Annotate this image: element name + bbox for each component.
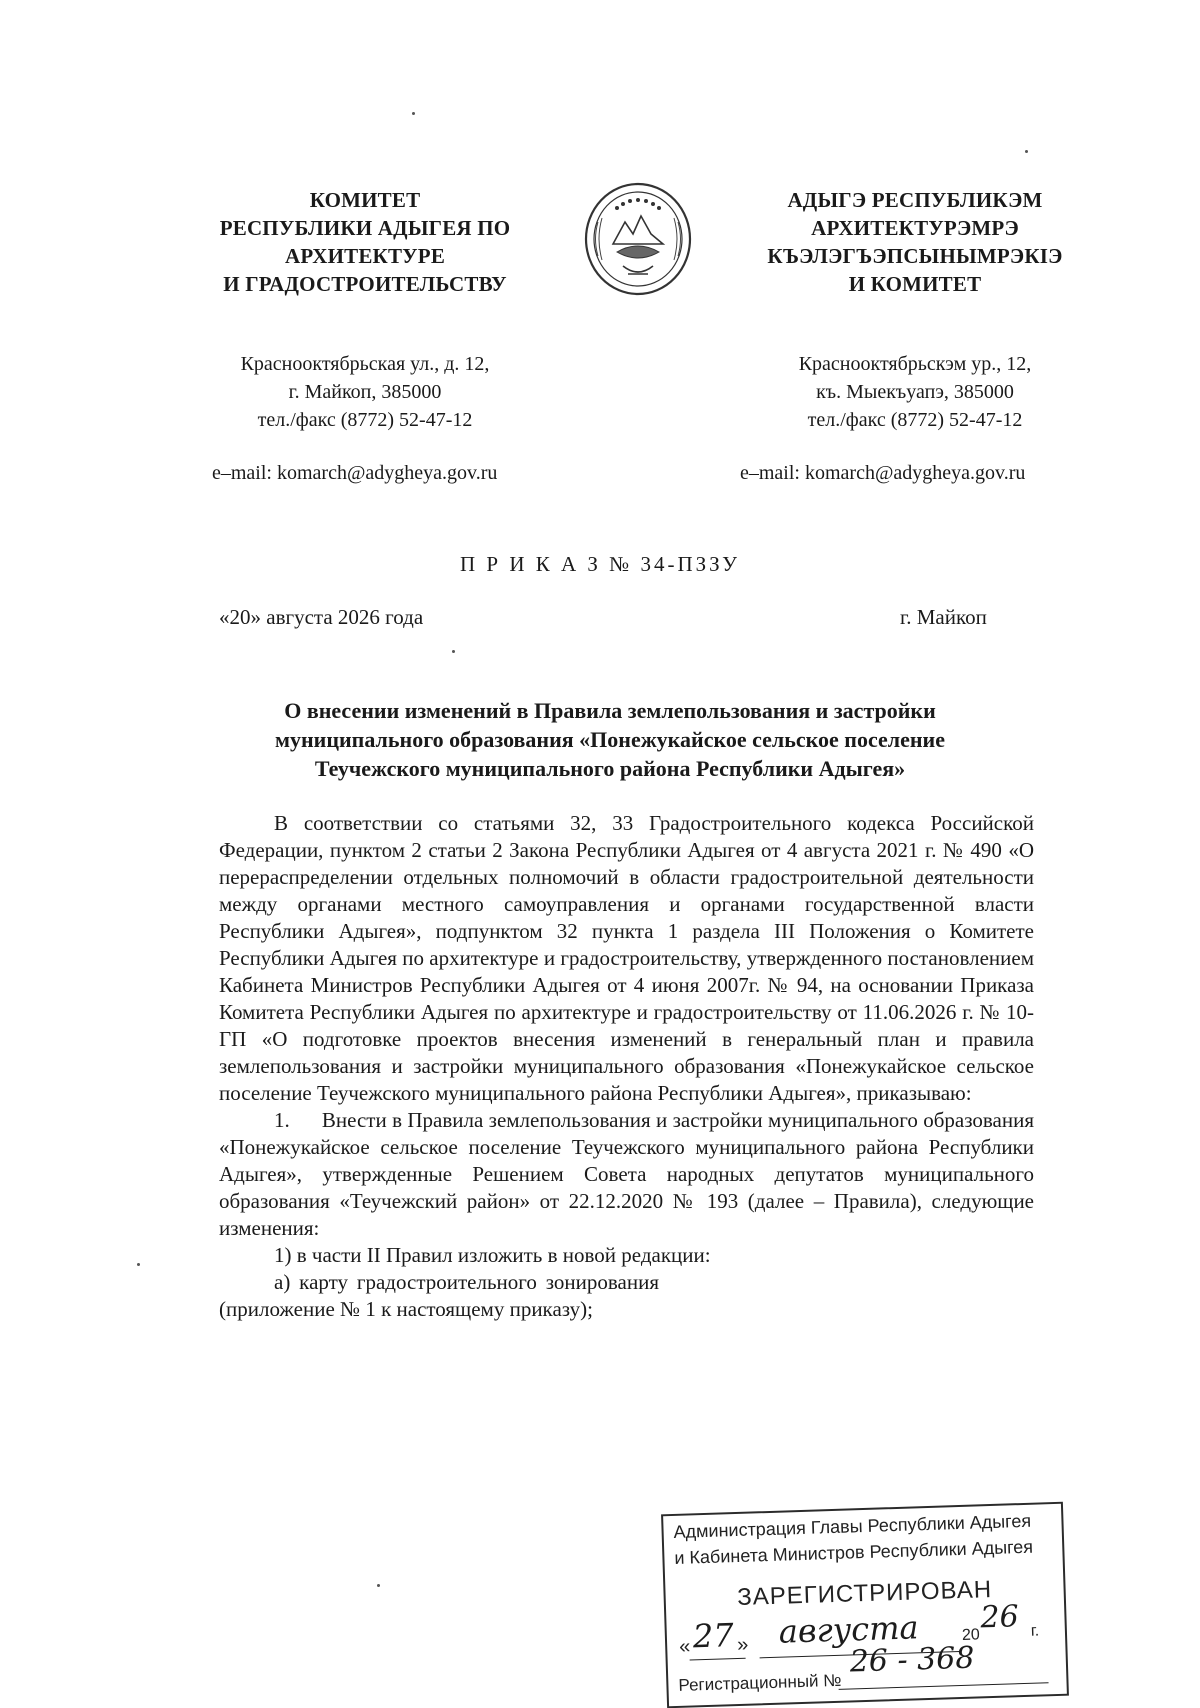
scan-speck	[137, 1263, 140, 1266]
address-adyghe	[745, 350, 1085, 434]
body-subitem-1: 1) в части II Правил изложить в новой редакции:	[274, 1243, 711, 1267]
order-date: «20» августа 2026 года	[219, 605, 424, 629]
address-left-line3: тел./факс (8772) 52-47-12	[257, 409, 473, 431]
header-right-line4: И КОМИТЕТ	[848, 272, 982, 296]
scan-speck	[452, 650, 455, 653]
address-left-line2: г. Майкоп, 385000	[288, 381, 442, 403]
header-left-line4: И ГРАДОСТРОИТЕЛЬСТВУ	[223, 272, 507, 296]
stamp-year-unit: г.	[1030, 1622, 1040, 1640]
body-paragraph-preamble: В соответствии со статьями 32, 33 Градостроительного кодекса Российской Федерации, пунктом 2 статьи 2 Закона Республики Адыгея от 4 августа 2021 г. № 490 «О перераспределении отдельных полномочий в области градостроительной деятельности между органами местного самоуправления и органами государственной власти Республики Адыгея», подпунктом 32 пункта 1 раздела III Положения о Комитете Республики Адыгея по архитектуре и градостроительству, утвержденного постановлением Кабинета Министров Республики Адыгея от 4 июня 2007г. № 94, на основании Приказа Комитета Республики Адыгея по архитектуре и градостроительству от 11.06.2026 г. № 10-ГП «О подготовке проектов внесения изменений в генеральный план и правила землепользования и застройки муниципального образования «Понежукайское сельское поселение Теучежского муниципального района Республики Адыгея», приказываю:	[219, 811, 1034, 1105]
committee-name-russian	[200, 186, 530, 298]
address-right-line2: къ. Мыекъуапэ, 385000	[816, 381, 1014, 403]
stamp-open-quote: «	[678, 1635, 691, 1658]
header-left-line3: АРХИТЕКТУРЕ	[284, 244, 446, 268]
stamp-authority-line1: Администрация Главы Республики Адыгея	[673, 1510, 1032, 1542]
stamp-day-handwritten: 27	[692, 1616, 735, 1656]
header-right-line3: КЪЭЛЭГЪЭПСЫНЫМРЭКIЭ	[767, 244, 1063, 268]
scan-speck	[377, 1584, 380, 1587]
order-body	[219, 810, 1034, 1323]
stamp-year-prefix: 20	[961, 1626, 981, 1644]
header-right-line2: АРХИТЕКТУРЭМРЭ	[811, 216, 1019, 240]
header-left-line2: РЕСПУБЛИКИ АДЫГЕЯ ПО	[219, 216, 511, 240]
stamp-month-handwritten: августа	[778, 1608, 920, 1651]
address-left-line1: Краснооктябрьская ул., д. 12,	[240, 353, 490, 375]
order-title: П Р И К А З № 34-ПЗЗУ	[459, 552, 741, 576]
address-russian	[200, 350, 530, 434]
subject-line3: Теучежского муниципального района Республики Адыгея»	[314, 756, 906, 781]
stamp-reg-label: Регистрационный №	[678, 1670, 842, 1695]
body-item-1: 1. Внести в Правила землепользования и застройки муниципального образования «Понежукайское сельское поселение Теучежского муниципального района Республики Адыгея», утвержденные Решением Совета народных депутатов муниципального образования «Теучежский район» от 22.12.2020 № 193 (далее – Правила), следующие изменения:	[219, 1108, 1034, 1240]
header-right-line1: АДЫГЭ РЕСПУБЛИКЭМ	[787, 188, 1043, 212]
body-subitem-a: а) карту градостроительного зонирования (приложение № 1 к настоящему приказу);	[219, 1270, 659, 1321]
stamp-year-handwritten: 26	[979, 1599, 1020, 1636]
subject-line2: муниципального образования «Понежукайское сельское поселение	[274, 727, 945, 752]
order-subject	[200, 696, 1020, 783]
registration-stamp	[661, 1502, 1069, 1708]
subject-line1: О внесении изменений в Правила землепользования и застройки	[284, 698, 936, 723]
stamp-authority-line2: и Кабинета Министров Республики Адыгея	[674, 1536, 1034, 1568]
stamp-status: ЗАРЕГИСТРИРОВАН	[736, 1576, 993, 1612]
committee-name-adyghe	[745, 186, 1085, 298]
address-right-line1: Краснооктябрьскэм ур., 12,	[798, 353, 1032, 375]
stamp-close-quote: »	[736, 1633, 749, 1657]
email-right: e–mail: komarch@adygheya.gov.ru	[740, 462, 1026, 484]
order-city: г. Майкоп	[900, 605, 987, 629]
stamp-day-underline	[690, 1658, 746, 1661]
email-left: e–mail: komarch@adygheya.gov.ru	[212, 462, 498, 484]
header-left-line1: КОМИТЕТ	[309, 188, 421, 212]
coat-of-arms-emblem	[583, 182, 693, 297]
scan-speck	[1025, 150, 1028, 153]
stamp-number-underline	[839, 1682, 1049, 1690]
stamp-reg-number-handwritten: 26 - 368	[849, 1640, 975, 1680]
scan-speck	[412, 112, 415, 115]
address-right-line3: тел./факс (8772) 52-47-12	[807, 409, 1023, 431]
